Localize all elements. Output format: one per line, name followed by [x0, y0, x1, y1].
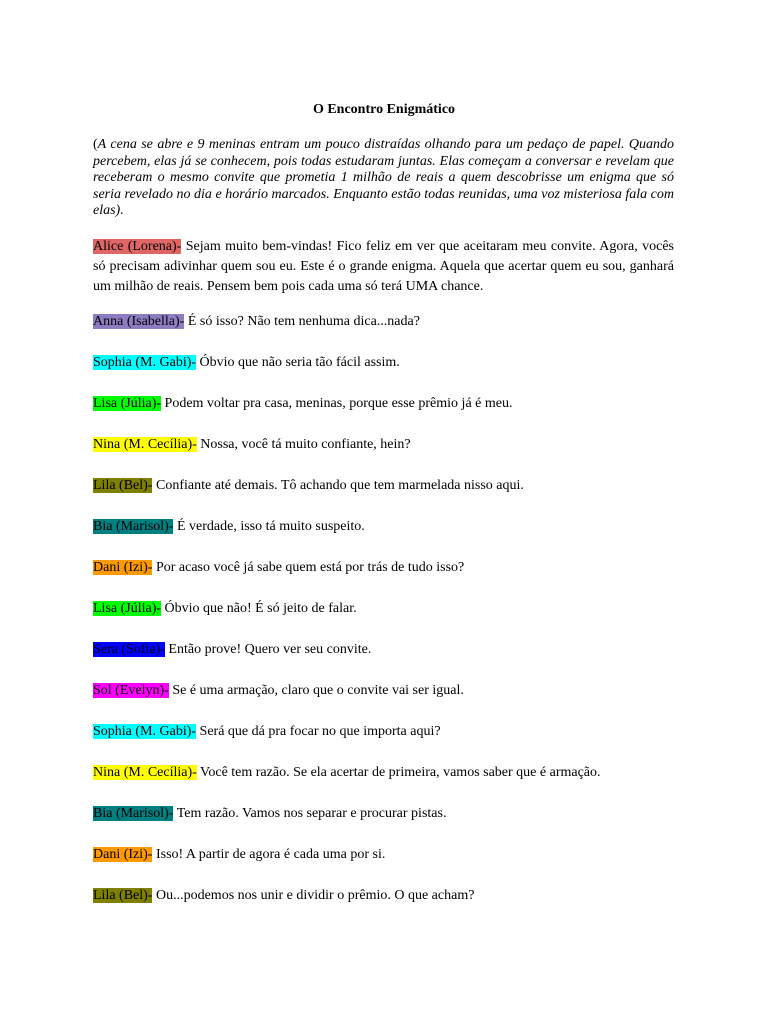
dialogue-text: Nossa, você tá muito confiante, hein?	[196, 437, 411, 452]
dialogue-text: Será que dá pra focar no que importa aqui?	[196, 724, 441, 739]
dialogue-line	[93, 845, 674, 865]
document-title: O Encontro Enigmático	[312, 102, 456, 117]
dialogue-text: Isso! A partir de agora é cada uma por si.	[152, 847, 386, 862]
dialogue-text: Óbvio que não! É só jeito de falar.	[161, 601, 357, 616]
dialogue-text: Você tem razão. Se ela acertar de primeira, vamos saber que é armação.	[196, 765, 601, 780]
dialogue-line	[93, 435, 674, 455]
dialogue-text: Tem razão. Vamos nos separar e procurar pistas.	[173, 806, 447, 821]
dialogue-line	[93, 558, 674, 578]
dialogue-text: Se é uma armação, claro que o convite vai ser igual.	[168, 683, 464, 698]
dialogue-text: Podem voltar pra casa, meninas, porque esse prêmio já é meu.	[161, 396, 513, 411]
dialogue-text: É só isso? Não tem nenhuma dica...nada?	[184, 314, 420, 329]
speaker-label: Sol (Evelyn)-	[93, 683, 169, 698]
speaker-label: Bia (Marisol)-	[93, 806, 174, 821]
dialogue-line	[93, 353, 674, 373]
speaker-label: Bia (Marisol)-	[93, 519, 174, 534]
dialogue-line	[93, 599, 674, 619]
dialogue	[93, 237, 674, 927]
dialogue-text: Óbvio que não seria tão fácil assim.	[196, 355, 400, 370]
dialogue-line	[93, 237, 674, 297]
dialogue-text: Sejam muito bem-vindas! Fico feliz em ver que aceitaram meu convite. Agora, vocês só precisam adivinhar quem sou eu. Este é o grande enigma. Aquela que acertar quem eu sou, ganhará um milhão de reais. Pensem bem pois cada uma só terá UMA chance.	[93, 239, 674, 294]
speaker-label: Alice (Lorena)-	[93, 239, 182, 254]
dialogue-line	[93, 517, 674, 537]
speaker-label: Sophia (M. Gabi)-	[93, 355, 197, 370]
speaker-label: Sophia (M. Gabi)-	[93, 724, 197, 739]
dialogue-line	[93, 763, 674, 783]
speaker-label: Lila (Bel)-	[93, 478, 153, 493]
dialogue-line	[93, 722, 674, 742]
dialogue-text: Confiante até demais. Tô achando que tem marmelada nisso aqui.	[152, 478, 524, 493]
speaker-label: Lila (Bel)-	[93, 888, 153, 903]
dialogue-line	[93, 394, 674, 414]
dialogue-text: É verdade, isso tá muito suspeito.	[173, 519, 365, 534]
speaker-label: Sera (Sofia)-	[93, 642, 165, 657]
speaker-label: Anna (Isabella)-	[93, 314, 185, 329]
dialogue-text: Então prove! Quero ver seu convite.	[164, 642, 372, 657]
speaker-label: Lisa (Júlia)-	[93, 396, 162, 411]
speaker-label: Dani (Izi)-	[93, 560, 153, 575]
stage-direction	[93, 137, 674, 220]
dialogue-text: Ou...podemos nos unir e dividir o prêmio. O que acham?	[152, 888, 475, 903]
dialogue-text: Por acaso você já sabe quem está por trás de tudo isso?	[152, 560, 465, 575]
speaker-label: Lisa (Júlia)-	[93, 601, 162, 616]
speaker-label: Nina (M. Cecília)-	[93, 437, 197, 452]
dialogue-line	[93, 476, 674, 496]
intro-open-paren: (	[93, 137, 98, 152]
dialogue-line	[93, 886, 674, 906]
dialogue-line	[93, 804, 674, 824]
speaker-label: Dani (Izi)-	[93, 847, 153, 862]
dialogue-line	[93, 640, 674, 660]
intro-text: A cena se abre e 9 meninas entram um pouco distraídas olhando para um pedaço de papel. Quando percebem, elas já se conhecem, pois todas estudaram juntas. Elas começam a conversar e revelam que receberam o mesmo convite que prometia 1 milhão de reais a quem descobrisse um enigma que só seria revelado no dia e horário marcados. Enquanto estão todas reunidas, uma voz misteriosa fala com elas).	[93, 137, 674, 219]
dialogue-line	[93, 681, 674, 701]
dialogue-line	[93, 312, 674, 332]
speaker-label: Nina (M. Cecília)-	[93, 765, 197, 780]
